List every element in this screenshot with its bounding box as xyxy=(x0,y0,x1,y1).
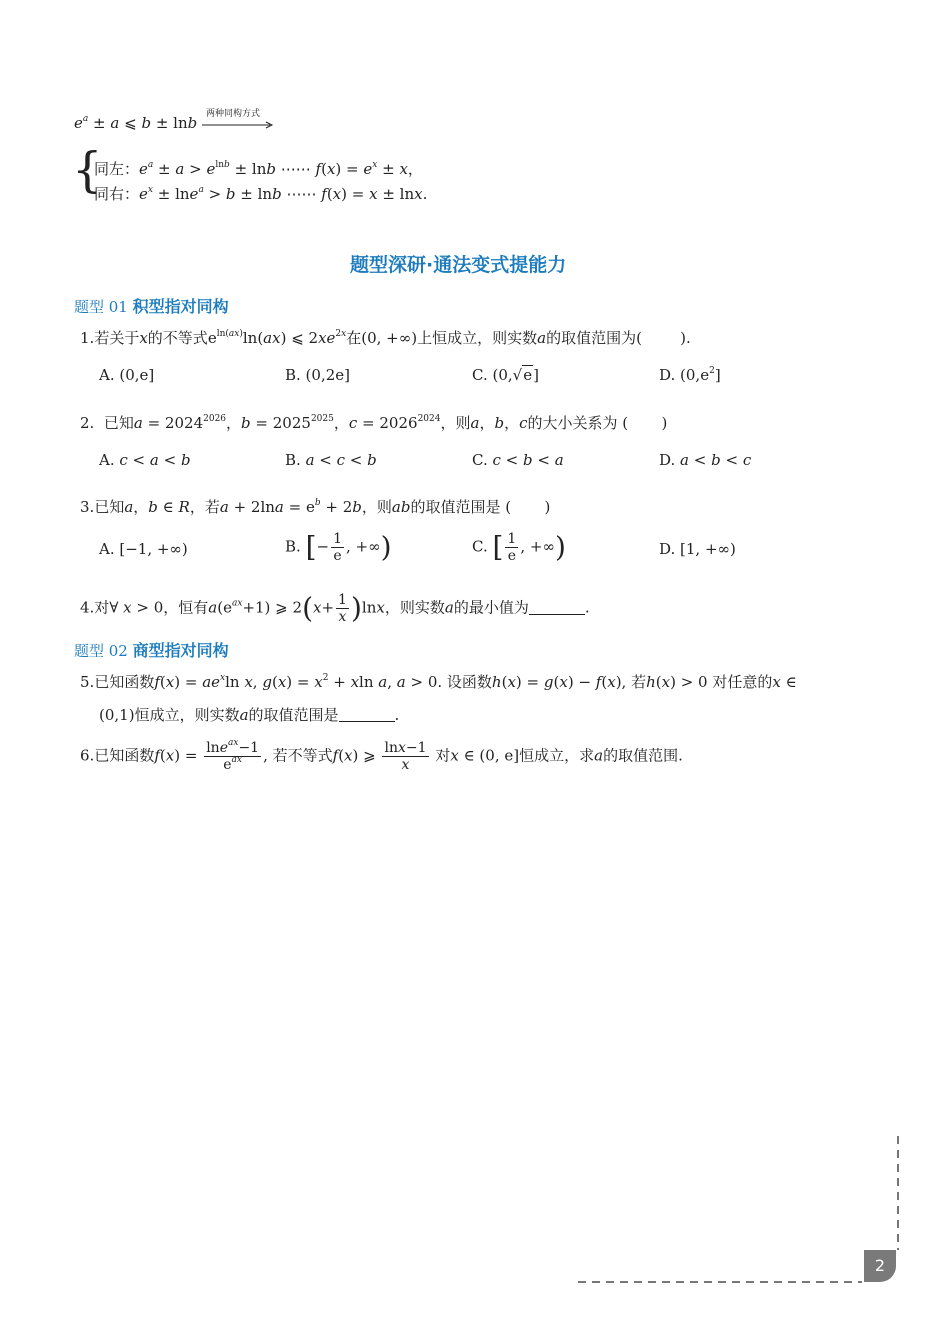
question-4: 4.对∀ x > 0，恒有$a(e^{ax}+1)$ ⩾ 2(x+ $\frac{1}{x}$ )lnx，则实数a的最小值为 . xyxy=(80,591,590,625)
left-brace: { xyxy=(72,142,103,198)
q1-option-a[interactable]: A. (0,e] xyxy=(99,366,155,384)
question-5-line-2: (0,1)恒成立，则实数a的取值范围是 . xyxy=(99,706,400,724)
intro-same-right: 同右：$e^x \pm \ln e^a > b \pm \ln b$ ⋯⋯ f(x) = x ± lnx. xyxy=(94,185,428,203)
question-1: 1.若关于x的不等式$e^{ln(ax)}\ln(ax)$ ⩽ $2xe^{2x}$在(0, +∞)上恒成立，则实数a的取值范围为( ). xyxy=(80,329,691,347)
question-5: 5.已知函数$f(x) = ae^x\ln$ x, $g(x) = x^2 + xln$ a, a > 0. 设函数h(x) = g(x) − f(x), 若h(x) > 0 对任意的x ∈ xyxy=(80,673,797,691)
intro-line-1: $e^a \pm a$ ⩽ b ± lnb 两种同构方式 xyxy=(74,114,274,132)
arrow-icon xyxy=(202,109,274,131)
page-number-badge: 2 xyxy=(864,1250,896,1282)
question-3: 3.已知a，b ∈ R，若$a + 2\ln a = e^b + 2b$，则ab的取值范围是 ( ) xyxy=(80,498,551,516)
q5-answer-blank[interactable] xyxy=(339,707,395,722)
q3-option-c[interactable]: C. [ $\frac{1}{e}$ , +∞) xyxy=(472,530,566,564)
q2-option-c[interactable]: C. c < b < a xyxy=(472,451,564,469)
q2-option-a[interactable]: A. c < a < b xyxy=(99,451,191,469)
q2-option-b[interactable]: B. a < c < b xyxy=(285,451,377,469)
page-corner-dashed-border xyxy=(570,1130,910,1290)
type02-heading: 题型 02 商型指对同构 xyxy=(74,641,229,660)
q1-option-c[interactable]: C. (0,√e] xyxy=(472,366,539,384)
q1-option-d[interactable]: D. $(0,e^2]$ xyxy=(659,366,721,384)
question-2: 2. 已知$a = 2024^{2026}$，$b = 2025^{2025}$，$c = 2026^{2024}$，则a，b，c的大小关系为 ( ) xyxy=(80,414,668,432)
type01-heading: 题型 01 积型指对同构 xyxy=(74,297,229,316)
arrow-label: 两种同构方式 xyxy=(206,109,261,119)
q4-answer-blank[interactable] xyxy=(529,600,585,615)
question-6: 6.已知函数f(x) = $\frac{\ln e^{ax}-1}{e^{ax}}$ , 若不等式f(x) ⩾ $\frac{\ln x-1}{x}$ 对x ∈ (0, e]恒成立，求a的取值范围. xyxy=(80,738,683,773)
q1-option-b[interactable]: B. (0,2e] xyxy=(285,366,350,384)
q2-option-d[interactable]: D. a < b < c xyxy=(659,451,752,469)
q3-option-d[interactable]: D. [1, +∞) xyxy=(659,540,736,558)
q3-option-b[interactable]: B. [− $\frac{1}{e}$ , +∞) xyxy=(285,530,392,564)
intro-same-left: 同左：$e^a \pm a > e^{lnb} \pm \ln b$ ⋯⋯ $f(x) = e^x \pm x$， xyxy=(94,160,423,178)
section-heading: 题型深研·通法变式提能力 xyxy=(350,254,567,276)
q3-option-a[interactable]: A. [−1, +∞) xyxy=(99,540,188,558)
